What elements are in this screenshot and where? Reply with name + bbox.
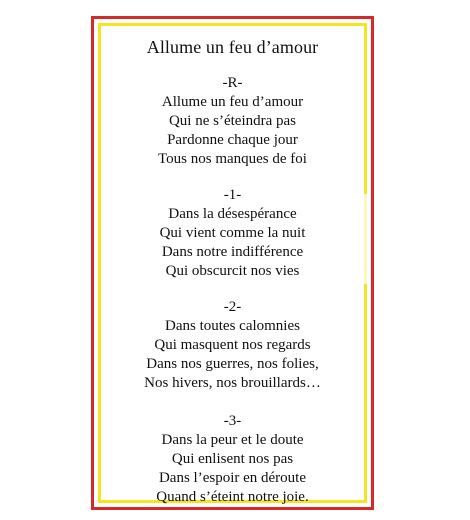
verse-line: Tous nos manques de foi — [158, 150, 307, 167]
verse-2-section — [101, 298, 364, 393]
inner-yellow-frame — [98, 23, 367, 503]
verse-line: Qui enlisent nos pas — [171, 450, 294, 467]
verse-line: Dans toutes calomnies — [165, 317, 300, 334]
song-title: Allume un feu d’amour — [146, 37, 319, 57]
verse-line: Dans la peur et le doute — [161, 431, 304, 448]
verse-line: Qui vient comme la nuit — [159, 224, 306, 241]
section-marker-3: -3- — [223, 413, 242, 429]
section-marker-2: -2- — [223, 299, 242, 315]
verse-line: Quand s’éteint notre joie. — [156, 488, 309, 505]
verse-line: Dans l’espoir en déroute — [158, 469, 307, 486]
verse-line: Nos hivers, nos brouillards… — [144, 374, 321, 391]
verse-line: Dans nos guerres, nos folies, — [146, 355, 319, 372]
verse-line: Dans notre indifférence — [161, 243, 304, 260]
verse-line: Pardonne chaque jour — [167, 131, 298, 148]
verse-line: Qui ne s’éteindra pas — [168, 112, 297, 129]
section-marker-refrain: -R- — [222, 75, 243, 91]
verse-line: Allume un feu d’amour — [161, 93, 304, 110]
verse-1-section — [101, 186, 364, 281]
outer-red-frame — [91, 16, 374, 510]
verse-line: Dans la désespérance — [168, 205, 297, 222]
verse-line: Qui masquent nos regards — [154, 336, 311, 353]
verse-3-section — [101, 412, 364, 507]
refrain-section — [101, 74, 364, 169]
section-marker-1: -1- — [223, 187, 242, 203]
verse-line: Qui obscurcit nos vies — [165, 262, 300, 279]
